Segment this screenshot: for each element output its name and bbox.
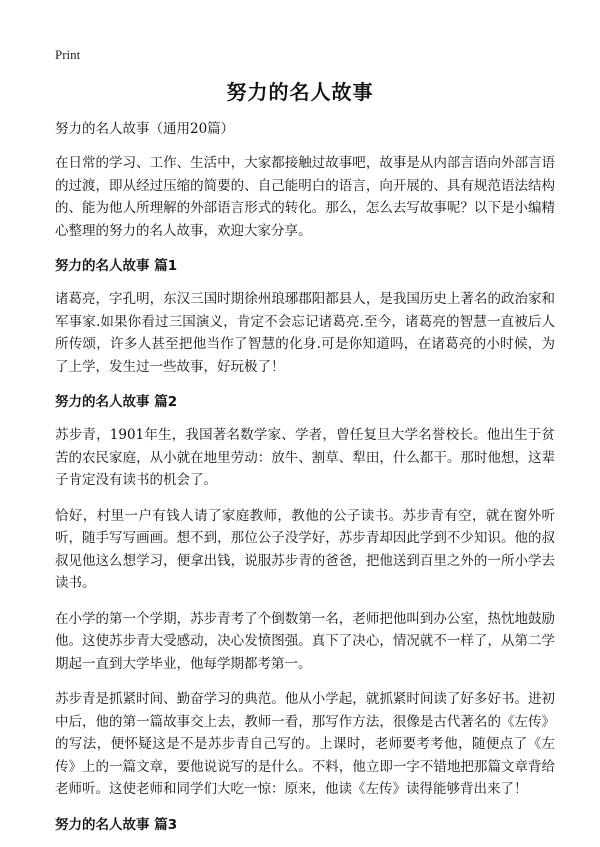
print-link[interactable]: Print [55,47,81,62]
section-heading: 努力的名人故事 篇1 [55,258,178,274]
article-body [55,118,555,847]
section-paragraph: 苏步青，1901年生，我国著名数学家、学者，曾任复旦大学名誉校长。他出生于贫苦的农民家庭，从小就在地里劳动：放牛、割草、犁田，什么都干。那时他想，这辈子肯定没有读书的机会了。 [55,427,555,488]
page-title: 努力的名人故事 [226,80,374,104]
section-heading: 努力的名人故事 篇2 [55,394,178,410]
intro-paragraph: 在日常的学习、工作、生活中，大家都接触过故事吧，故事是从内部言语向外部言语的过渡，即从经过压缩的简要的、自己能明白的语言，向开展的、具有规范语法结构的、能为他人所理解的外部语言形式的转化。那么，怎么去写故事呢？以下是小编精心整理的努力的名人故事，欢迎大家分享。 [55,155,555,239]
article-subtitle: 努力的名人故事（通用20篇） [55,121,235,137]
section-paragraph: 恰好，村里一户有钱人请了家庭教师，教他的公子读书。苏步青有空，就在窗外听听，随手写写画画。想不到，那位公子没学好，苏步青却因此学到不少知识。他的叔叔见他这么想学习，便拿出钱，说服苏步青的爸爸，把他送到百里之外的一所小学去读书。 [55,507,555,591]
section-heading: 努力的名人故事 篇3 [55,816,178,833]
section-paragraph: 苏步青是抓紧时间、勤奋学习的典范。他从小学起，就抓紧时间读了好多好书。进初中后，他的第一篇故事交上去，教师一看，那写作方法，很像是古代著名的《左传》的写法，便怀疑这是不是苏步青自己写的。上课时，老师要考考他，随便点了《左传》上的一篇文章，要他说说写的是什么。不料，他立即一字不错地把那篇文章背给老师听。这使老师和同学们大吃一惊：原来，他读《左传》读得能够背出来了！ [55,691,555,797]
section-paragraph: 在小学的第一个学期，苏步青考了个倒数第一名，老师把他叫到办公室，热忱地鼓励他。这使苏步青大受感动，决心发愤图强。真下了决心，情况就不一样了，从第二学期起一直到大学毕业，他每学期都考第一。 [55,610,555,672]
section-paragraph: 诸葛亮，字孔明，东汉三国时期徐州琅琊郡阳都县人，是我国历史上著名的政治家和军事家.如果你看过三国演义，肯定不会忘记诸葛亮.至今，诸葛亮的智慧一直被后人所传颂，许多人甚至把他当作了智慧的化身.可是你知道吗，在诸葛亮的小时候，为了上学，发生过一些故事，好玩极了！ [55,291,555,375]
